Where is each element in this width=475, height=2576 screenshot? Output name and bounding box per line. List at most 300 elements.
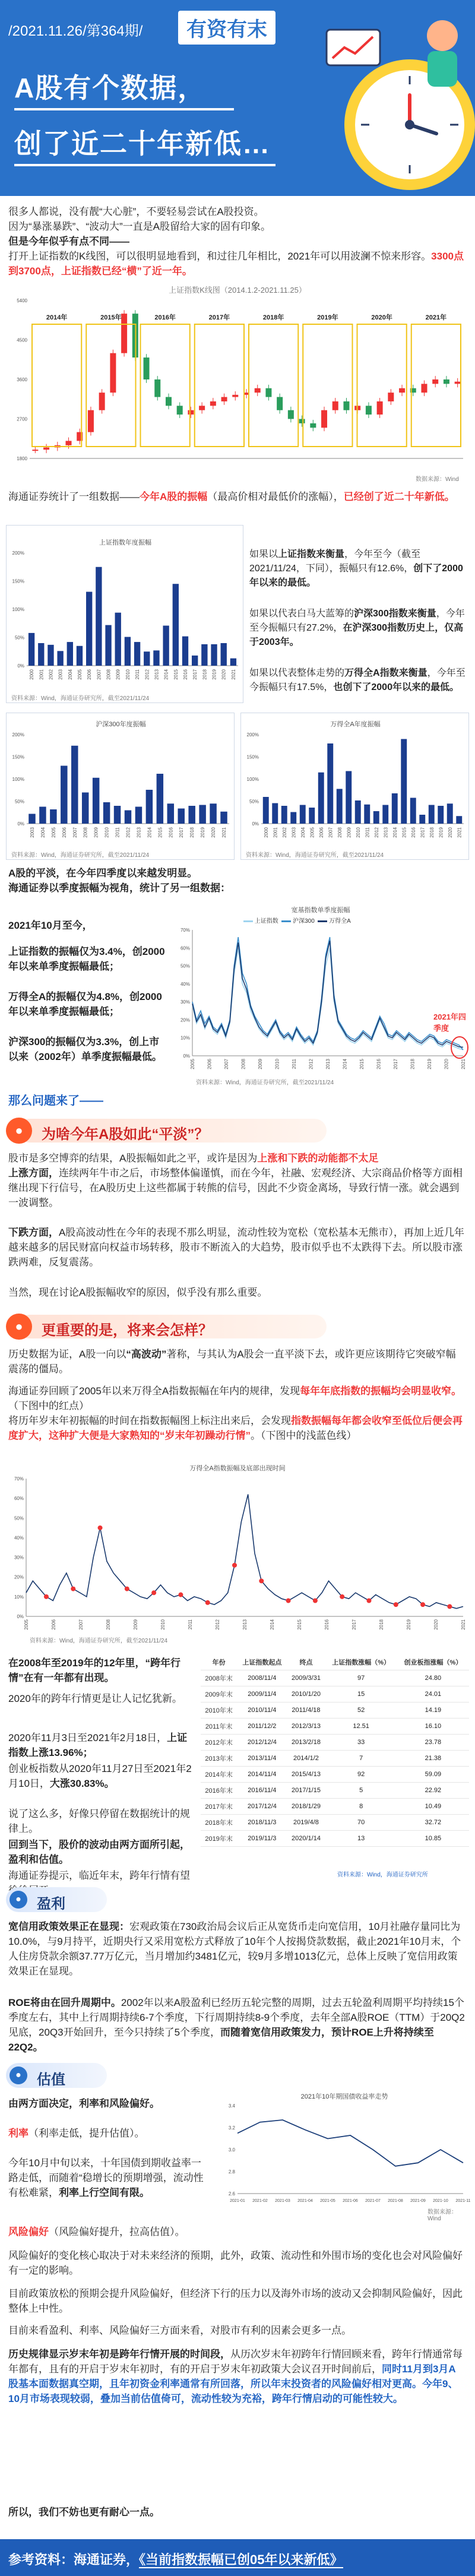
y-tick-label: 2.6 [228,2191,235,2197]
x-tick-label: 2018 [202,669,208,680]
table-row [201,1783,469,1799]
info-icon: ● [10,1891,27,1909]
table-cell: 2013年末 [201,1751,237,1767]
table-cell: 2012年末 [201,1735,237,1751]
x-tick-label: 2005 [309,827,315,838]
chart-title: 宽基指数单季度振幅 [291,907,350,914]
y-tick-label: 10% [180,1035,190,1041]
table-cell: 2017年末 [201,1799,237,1815]
wind-a-amplitude-chart [240,713,469,860]
rally-table [201,1654,469,1880]
profit-paragraph: 宽信用政策效果正在显现：宏观政策在730政治局会议后正从宽货币走向宽信用，10月社融存量同比为10.0%，与9月持平，近期央行又采用宽松方式释放了10年个人按揭贷款数据，截止2021年10月末，个人住房贷款余额37.77万亿元，当月增加约3481亿元，较9月多增1013亿元，总体上反映了宽信用政策效果正在显现。 [8,1921,461,1977]
table-cell: 32.72 [397,1815,469,1831]
table-cell: 33 [325,1735,397,1751]
x-tick-label: 2019 [200,827,206,838]
info-icon: ● [10,2067,27,2084]
x-tick-label: 2002 [48,669,54,680]
bar [188,806,195,824]
x-tick-label: 2021 [461,1619,466,1630]
candle [154,379,160,397]
bar [220,812,227,824]
clock-illustration [309,6,475,196]
bar [272,803,278,824]
candle [377,401,383,414]
y-tick-label: 200% [12,732,24,738]
y-tick-label: 70% [180,928,190,933]
candle [121,314,127,353]
candle [310,423,316,428]
candle [232,395,238,397]
page-title-line2: 创了近二十年新低… [14,128,271,159]
bar [346,771,352,824]
bar [48,645,53,666]
rally-paragraph: 回到当下，股价的波动由两方面所引起，盈利和估值。 [8,1839,190,1865]
y-tick-label: 5400 [17,298,27,303]
table-cell: 2018/11/3 [237,1815,287,1831]
page-title-line1: A股有个数据， [14,72,207,103]
stat-shanghai: 如果以上证指数来衡量，今年至今（截至2021/11/24，下同），振幅只有12.6%，创下了2000年以来的最低。 [249,549,463,588]
table-cell: 92 [325,1767,397,1783]
bar [373,811,379,824]
x-tick-label: 2008 [240,1059,246,1069]
shanghai-amplitude-chart [6,525,243,703]
bar [103,802,110,824]
issue-date: /2021.11.26/第364期/ [8,23,143,39]
x-tick-label: 2021-02 [252,2199,268,2203]
table-cell: 2019/4/8 [287,1815,325,1831]
bar [93,778,99,824]
x-tick-label: 2021-05 [320,2199,335,2203]
x-tick-label: 2010 [274,1059,280,1069]
quarterly-amplitude-chart [172,904,469,1087]
y-tick-label: 60% [14,1496,24,1502]
candle [210,401,216,406]
bottom-marker [98,1526,103,1530]
bar [96,567,102,666]
year-box [249,324,298,447]
table-cell: 15 [325,1686,397,1702]
bar [419,815,425,824]
why-paragraph: 股市是多空博弈的结果，A股振幅如此之平，或许是因为上涨和下跌的动能都不太足 [8,1153,379,1164]
table-row [201,1735,469,1751]
x-tick-label: 2010 [355,827,361,838]
rally-paragraph: 2020年11月3日至2021年2月18日，上证指数上涨13.96%； [8,1732,188,1758]
x-tick-label: 2015 [359,1059,365,1069]
x-tick-label: 2019 [406,1619,411,1630]
x-tick-label: 2014 [147,827,153,838]
x-tick-label: 2021-03 [275,2199,290,2203]
bar [134,642,140,666]
year-label: 2017年 [208,314,230,321]
x-tick-label: 2017 [192,669,198,680]
kline-plot [6,295,469,473]
intro-paragraph: 很多人都说，没有靓“大心脏”，不要轻易尝试在A股投资。 [8,206,264,217]
chart-title: 沪深300年度振幅 [96,721,146,728]
rally-paragraph: 在2008年至2019年的12年里，“跨年行情”在有一年都有出现。 [8,1657,181,1683]
year-label: 2014年 [46,314,68,321]
table-cell: 2009/11/4 [237,1686,287,1702]
bar [199,805,205,824]
quarter-since: 2021年10月至今， [8,920,93,931]
x-tick-label: 2008 [106,669,112,680]
table-cell: 23.78 [397,1735,469,1751]
x-tick-label: 2000 [29,669,35,680]
quarter-csi300: 沪深300的振幅仅为3.3%，创上市以来（2002年）单季度振幅最低。 [8,1036,162,1062]
valuation-paragraph: 目前来看盈利、利率、风险偏好三方面来看，对股市有利的因素会更多一点。 [8,2325,352,2336]
line-plot [172,925,469,1074]
year-box [357,324,407,447]
valuation-paragraph: 风险偏好（风险偏好提升，拉高估值）。 [8,2226,185,2238]
year-label: 2015年 [100,314,122,321]
bar [163,626,169,666]
title-underline [14,108,234,110]
line-plot [6,1474,469,1634]
candle [88,410,94,432]
candle [144,357,150,379]
x-tick-label: 2007 [72,827,78,838]
candle [321,410,327,428]
table-row [201,1719,469,1735]
x-tick-label: 2003 [291,827,297,838]
candle [421,384,427,393]
bar [71,746,78,824]
x-tick-label: 2021-09 [410,2199,426,2203]
bottom-marker [286,1598,291,1603]
bar [61,766,67,824]
x-tick-label: 2008 [106,1619,111,1630]
why-paragraph: 当然，现在讨论A股振幅收窄的原因，似乎没有那么重要。 [8,1287,268,1298]
x-tick-label: 2004 [67,669,73,680]
y-tick-label: 10% [14,1594,24,1600]
bar [125,637,131,666]
table-cell: 2011/12/2 [237,1719,287,1735]
y-tick-label: 100% [12,607,24,612]
table-header-cell: 上证指数涨幅（%） [325,1654,397,1670]
valuation-paragraph: 历史规律显示岁末年初是跨年行情开展的时间段，从历次岁末年初跨年行情回顾来看，跨年行情通常每年都有，且有的开启于岁末年初时，有的开启于岁末年初政策大会议召开时间前后，同时11月到3月A股基本面数据真空期，且年初资金利率通常有所回落，所以年末投资者的风险偏好相对更高。今年9、10月市场表现较弱，叠加当前估值倚可，流动性较为充裕，跨年行情启动的可能性较大。 [8,2349,463,2404]
x-tick-label: 2019 [438,827,444,838]
bar [401,739,407,824]
x-tick-label: 2005 [77,669,83,680]
bottom-marker [151,1590,156,1595]
x-tick-label: 2017 [179,827,185,838]
y-tick-label: 3600 [17,377,27,382]
valuation-paragraph: 风险偏好的变化核心取决于对未来经济的预期，此外，政策、流动性和外围市场的变化也会对风险偏好有一定的影响。 [8,2250,463,2276]
bar [114,806,121,824]
bottom-marker [447,1604,452,1609]
x-tick-label: 2011 [115,827,121,838]
table-cell: 2008/11/4 [237,1670,287,1686]
bar [456,816,462,824]
year-label: 2020年 [371,314,392,321]
x-tick-label: 2016 [168,827,174,838]
x-tick-label: 2003 [29,827,35,838]
bar [364,805,370,824]
x-tick-label: 2007 [96,669,102,680]
table-row [201,1670,469,1686]
x-tick-label: 2006 [87,669,93,680]
table-cell: 2020/1/14 [287,1831,325,1847]
quarter-shanghai: 上证指数的振幅仅为3.4%，创2000年以来单季度振幅最低； [8,946,165,972]
bottom-marker [205,1600,210,1605]
rally-paragraph: 说了这么多，好像只停留在数据统计的规律上。 [8,1808,190,1834]
x-tick-label: 2017 [352,1619,357,1630]
x-tick-label: 2011 [292,1059,297,1069]
bar [211,644,217,666]
y-tick-label: 0% [17,821,24,827]
bar [290,812,296,824]
table-cell: 2010/1/20 [287,1686,325,1702]
bottom-marker [259,1578,264,1583]
y-tick-label: 40% [180,981,190,987]
y-tick-label: 2.8 [228,2169,235,2175]
y-tick-label: 0% [183,1053,190,1059]
table-cell: 5 [325,1783,397,1799]
line-plot [220,2101,469,2208]
x-tick-label: 2021 [221,827,227,838]
x-tick-label: 2013 [383,827,389,838]
x-tick-label: 2006 [207,1059,213,1069]
bar [153,650,159,666]
x-tick-label: 2000 [263,827,269,838]
y-tick-label: 3.0 [228,2147,235,2153]
table-cell: 2016年末 [201,1783,237,1799]
candle [166,397,172,406]
chart-title: 2021年10年期国债收益率走势 [300,2093,388,2100]
kline-source: 数据来源：Wind [416,476,459,483]
bar [230,659,236,666]
y-tick-label: 200% [246,732,259,738]
bottom-marker [366,1598,371,1603]
yield-line [238,2120,463,2166]
bar [447,803,453,824]
x-tick-label: 2003 [58,669,64,680]
x-tick-label: 2015 [401,827,407,838]
candle [455,382,461,384]
table-cell: 24.80 [397,1670,469,1686]
bar [167,803,174,824]
chart-title: 上证指数年度振幅 [99,539,151,546]
candle [188,410,194,414]
table-cell: 2010/11/4 [237,1702,287,1719]
bottom-marker [44,1594,49,1599]
table-cell: 8 [325,1799,397,1815]
x-tick-label: 2013 [136,827,142,838]
x-tick-label: 2007 [78,1619,84,1630]
y-tick-label: 3.2 [228,2125,235,2131]
x-tick-label: 2018 [410,1059,416,1069]
table-cell: 7 [325,1751,397,1767]
candle [332,401,338,410]
y-tick-label: 40% [14,1535,24,1541]
table-cell: 2015/4/13 [287,1767,325,1783]
reference-footer [0,2539,475,2576]
bar [327,743,333,824]
x-tick-label: 2007 [328,827,334,838]
series-line [192,948,463,1049]
table-row [201,1767,469,1783]
bar [382,805,388,824]
table-cell: 2019/11/3 [237,1831,287,1847]
year-box [411,324,461,447]
bar [57,651,63,666]
bar [201,644,207,666]
y-tick-label: 4500 [17,337,27,343]
y-tick-label: 0% [17,1614,24,1619]
kline-chart [6,281,469,485]
table-cell: 16.10 [397,1719,469,1735]
candle [343,401,349,410]
table-cell: 2019年末 [201,1831,237,1847]
x-tick-label: 2016 [376,1059,382,1069]
year-label: 2019年 [317,314,338,321]
y-tick-label: 50% [14,635,24,641]
candle [66,441,72,445]
x-tick-label: 2021 [461,1059,466,1069]
x-tick-label: 2020 [221,669,227,680]
x-tick-label: 2017 [420,827,426,838]
bar-plot [241,729,470,847]
x-tick-label: 2019 [427,1059,432,1069]
highlight-circle [451,1037,468,1058]
bar [173,584,179,666]
bar [221,643,227,666]
candle [265,388,271,397]
table-cell: 24.01 [397,1686,469,1702]
x-tick-label: 2015 [173,669,179,680]
bottom-marker [420,1602,425,1607]
bond-yield-chart [220,2090,471,2222]
bar [125,811,131,824]
x-tick-label: 2015 [157,827,163,838]
table-cell: 2014/11/4 [237,1767,287,1783]
kline-title: 上证指数K线图（2014.1.2-2021.11.25） [169,286,306,295]
bar [86,592,92,666]
quarter-wind-a: 万得全A的振幅仅为4.8%，创2000年以来单季度振幅最低； [8,991,162,1017]
table-cell: 52 [325,1702,397,1719]
csi300-amplitude-chart [6,713,235,860]
x-tick-label: 2001 [273,827,278,838]
x-tick-label: 2012 [308,1059,314,1069]
y-tick-label: 200% [12,550,24,556]
bar [135,807,142,824]
chart-legend: 上证指数 沪深300 万得全A [243,916,351,925]
y-tick-label: 50% [249,799,259,805]
x-tick-label: 2008 [83,827,88,838]
year-box [195,324,244,447]
table-cell: 14.19 [397,1702,469,1719]
section-title: 更重要的是，将来会怎样？ [42,1322,213,1338]
closing-line: 所以，我们不妨也更有耐心一点。 [8,2507,160,2518]
stat-csi300: 如果以代表白马大蓝筹的沪深300指数来衡量，今年至今振幅只有27.2%，在沪深300指数历史上，仅高于2003年。 [249,609,465,647]
chart-source: 资料来源：Wind，海通证券研究所，截至2021/11/24 [30,1638,168,1644]
y-tick-label: 100% [246,777,259,782]
candle [432,379,438,384]
y-tick-label: 30% [14,1555,24,1561]
candle [43,448,49,450]
table-cell: 2010年末 [201,1702,237,1719]
table-cell: 2009/3/31 [287,1670,325,1686]
y-tick-label: 150% [246,754,259,760]
table-row [201,1799,469,1815]
table-cell: 97 [325,1670,397,1686]
bar [210,803,216,824]
title-underline [14,164,276,166]
question-lead: 那么问题来了—— [8,1094,103,1107]
location-pin-icon: ● [6,1118,32,1144]
x-tick-label: 2006 [51,1619,56,1630]
candle [177,406,183,414]
intro-paragraph: 打开上证指数的K线图，可以很明显地看到，和过往几年相比，2021年可以用波澜不惊来形容。3300点到3700点，上证指数已经“横”了近一年。 [8,251,464,277]
x-tick-label: 2013 [242,1619,248,1630]
x-tick-label: 2016 [410,827,416,838]
x-tick-label: 2021-10 [433,2199,448,2203]
x-tick-label: 2011 [135,669,141,680]
x-tick-label: 2010 [104,827,110,838]
y-tick-label: 20% [14,1574,24,1580]
y-tick-label: 0% [17,663,24,669]
rally-paragraph: 海通证券提示，临近年末，跨年行情有望 [8,1870,190,1881]
x-tick-label: 2012 [373,827,379,838]
x-tick-label: 2012 [125,827,131,838]
bar [178,809,184,824]
valuation-paragraph: 利率（利率走低，提升估值）。 [8,2128,145,2139]
year-box [141,324,190,447]
candle [110,353,116,393]
bar [38,643,44,666]
bar [67,642,73,666]
table-cell: 2014/1/2 [287,1751,325,1767]
narrow-subheading: 海通证券以季度振幅为视角，统计了另一组数据： [8,882,230,894]
x-tick-label: 2005 [24,1619,29,1630]
quarter-annotation: 2021年四季度 [433,1012,466,1033]
x-tick-label: 2020 [433,1619,439,1630]
y-tick-label: 100% [12,777,24,782]
x-tick-label: 2009 [115,669,121,680]
y-tick-label: 30% [180,999,190,1005]
x-tick-label: 2009 [346,827,352,838]
rally-paragraph: 2020年的跨年行情更是让人记忆犹新。 [8,1693,182,1704]
x-tick-label: 2018 [189,827,195,838]
section-title: 为啥今年A股如此“平淡”？ [42,1126,209,1143]
x-tick-label: 2014 [342,1059,348,1069]
table-cell: 2014年末 [201,1767,237,1783]
x-tick-label: 2017 [393,1059,398,1069]
table-cell: 2013/11/4 [237,1751,287,1767]
table-header [201,1654,469,1670]
table-header-cell: 年份 [201,1654,237,1670]
candle [399,388,405,393]
table-cell: 2013/2/18 [287,1735,325,1751]
profit-paragraph: ROE将由在回升周期中。2002年以来A股盈利已经历五轮完整的周期，过去五轮盈利周期平均持续15个季度左右，其中上行周期持续6-7个季度，下行周期持续8-9个季度，去年全部A股ROE（TTM）于20Q2见底，20Q3开始回升，至今只持续了5个季度，而随着宽信用政策发力，预计ROE上升将持续至22Q2。 [8,1997,465,2053]
x-tick-label: 2011 [365,827,370,838]
year-label: 2016年 [154,314,176,321]
chart-title: 万得全A指数振幅及底部出现时间 [189,1465,286,1472]
year-label: 2018年 [262,314,284,321]
bar [39,807,46,824]
bar [28,633,34,666]
bottom-marker [394,1602,398,1607]
series-line [26,1495,463,1609]
bar [392,793,398,824]
stats-intro: 海通证券统计了一组数据——今年A股的振幅（最高价相对最低价的涨幅），已经创了近二十年新低。 [8,491,455,502]
bar [263,797,269,824]
x-tick-label: 2021-08 [388,2199,403,2203]
bar-plot [7,729,235,847]
table-cell: 2008年末 [201,1670,237,1686]
candle [32,450,38,451]
x-tick-label: 2021-11 [455,2199,471,2203]
x-tick-label: 2021-04 [297,2199,313,2203]
